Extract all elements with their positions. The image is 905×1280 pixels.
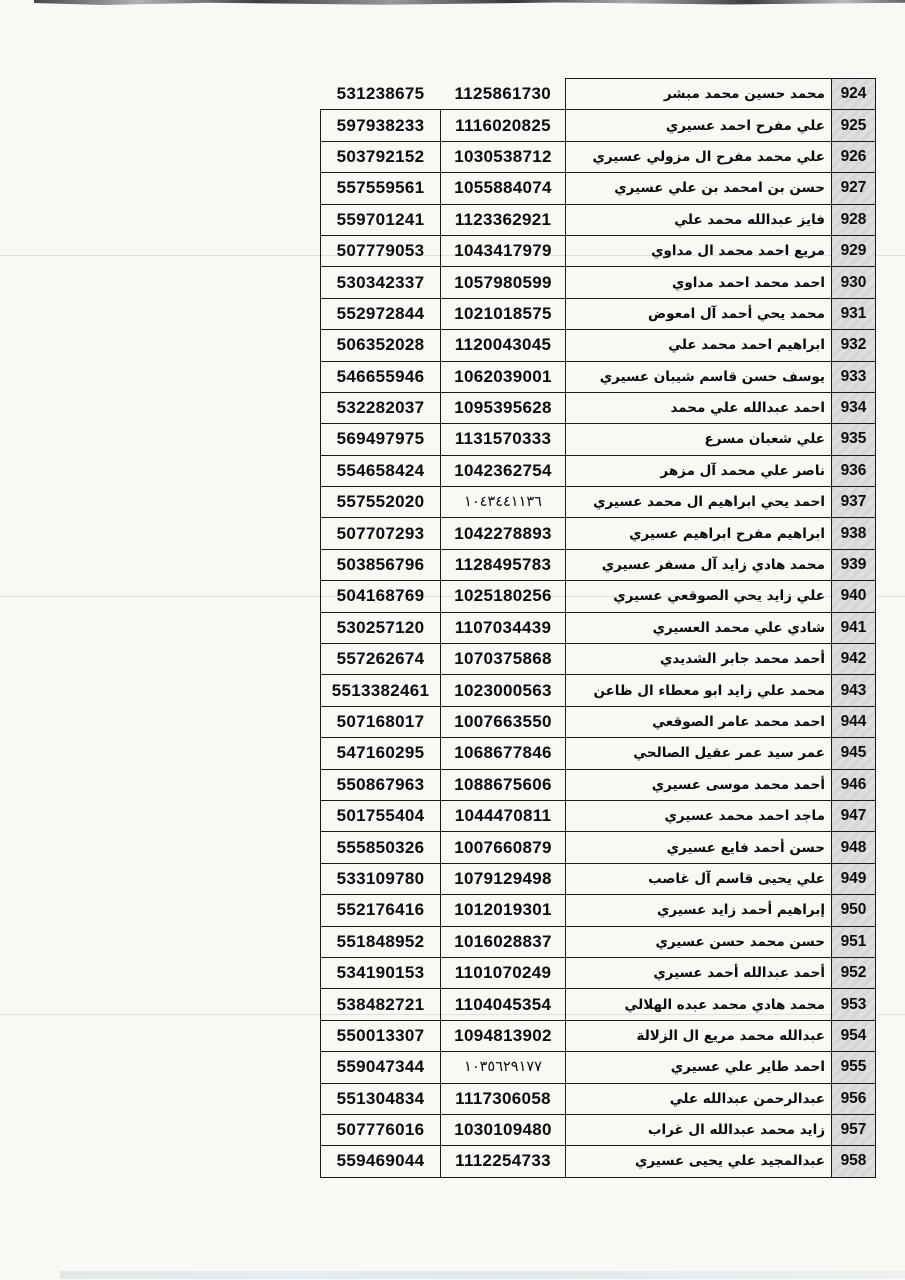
id-cell: 1070375868 [441,644,566,675]
phone-cell: 554658424 [321,455,441,486]
row-number-cell: 950 [832,895,876,926]
id-cell: 1057980599 [441,267,566,298]
phone-cell: 538482721 [321,989,441,1020]
name-cell: عبدالرحمن عبدالله علي [566,1083,832,1114]
row-number-cell: 954 [832,1020,876,1051]
id-cell: 1128495783 [441,549,566,580]
name-cell: محمد حسين محمد مبشر [566,79,832,110]
table-row [321,706,876,737]
row-number-cell: 933 [832,361,876,392]
id-cell: 1044470811 [441,800,566,831]
row-number-cell: 958 [832,1146,876,1177]
row-number-cell: 957 [832,1114,876,1145]
table-row [321,330,876,361]
name-cell: ناصر علي محمد آل مزهر [566,455,832,486]
phone-cell: 503792152 [321,141,441,172]
phone-cell: 507707293 [321,518,441,549]
name-cell: علي زايد يحي الصوقعي عسيري [566,581,832,612]
table-row [321,926,876,957]
roster-table [320,78,876,1178]
name-cell: شادي علي محمد العسيري [566,612,832,643]
row-number-cell: 951 [832,926,876,957]
row-number-cell: 925 [832,110,876,141]
phone-cell: 559469044 [321,1146,441,1177]
name-cell: علي مفرح احمد عسيري [566,110,832,141]
phone-cell: 551848952 [321,926,441,957]
id-cell: 1068677846 [441,738,566,769]
row-number-cell: 938 [832,518,876,549]
table-row [321,832,876,863]
table-row [321,267,876,298]
table-row [321,644,876,675]
id-cell: 1125861730 [441,79,566,110]
name-cell: يوسف حسن قاسم شيبان عسيري [566,361,832,392]
name-cell: زايد محمد عبدالله ال غراب [566,1114,832,1145]
table-row [321,895,876,926]
row-number-cell: 944 [832,706,876,737]
table-row [321,173,876,204]
phone-cell: 546655946 [321,361,441,392]
row-number-cell: 942 [832,644,876,675]
phone-cell: 547160295 [321,738,441,769]
row-number-cell: 943 [832,675,876,706]
table-row [321,235,876,266]
id-cell: 1116020825 [441,110,566,141]
table-row [321,392,876,423]
row-number-cell: 953 [832,989,876,1020]
phone-cell: 532282037 [321,392,441,423]
id-cell: 1088675606 [441,769,566,800]
table-row [321,518,876,549]
table-row [321,1114,876,1145]
table-row [321,110,876,141]
name-cell: ابراهيم احمد محمد علي [566,330,832,361]
name-cell: حسن أحمد فايع عسيري [566,832,832,863]
table-row [321,612,876,643]
phone-cell: 501755404 [321,800,441,831]
row-number-cell: 929 [832,235,876,266]
name-cell: حسن بن امحمد بن علي عسيري [566,173,832,204]
phone-cell: 559047344 [321,1052,441,1083]
table-row [321,204,876,235]
row-number-cell: 941 [832,612,876,643]
id-cell: 1094813902 [441,1020,566,1051]
id-cell: 1131570333 [441,424,566,455]
id-cell: 1123362921 [441,204,566,235]
row-number-cell: 948 [832,832,876,863]
phone-cell: 557552020 [321,487,441,518]
row-number-cell: 934 [832,392,876,423]
name-cell: احمد طاير علي عسيري [566,1052,832,1083]
name-cell: إبراهيم أحمد زايد عسيري [566,895,832,926]
name-cell: احمد عبدالله علي محمد [566,392,832,423]
id-cell: 1079129498 [441,863,566,894]
name-cell: احمد محمد عامر الصوقعي [566,706,832,737]
phone-cell: 507168017 [321,706,441,737]
phone-cell: 550867963 [321,769,441,800]
phone-cell: 506352028 [321,330,441,361]
table-row [321,424,876,455]
phone-cell: 504168769 [321,581,441,612]
name-cell: محمد هادي محمد عبده الهلالي [566,989,832,1020]
name-cell: أحمد محمد جابر الشديدي [566,644,832,675]
row-number-cell: 931 [832,298,876,329]
id-cell: 1043417979 [441,235,566,266]
name-cell: فايز عبدالله محمد علي [566,204,832,235]
name-cell: علي شعبان مسرع [566,424,832,455]
table-row [321,79,876,110]
name-cell: علي محمد مفرح ال مزولي عسيري [566,141,832,172]
table-row [321,957,876,988]
phone-cell: 507776016 [321,1114,441,1145]
table-row [321,675,876,706]
name-cell: عبدالمجيد علي يحيى عسيري [566,1146,832,1177]
row-number-cell: 928 [832,204,876,235]
row-number-cell: 955 [832,1052,876,1083]
row-number-cell: 949 [832,863,876,894]
phone-cell: 530257120 [321,612,441,643]
id-cell: ١٠٣٥٦٢٩١٧٧ [441,1052,566,1083]
phone-cell: 550013307 [321,1020,441,1051]
phone-cell: 552176416 [321,895,441,926]
row-number-cell: 932 [832,330,876,361]
name-cell: محمد علي زايد ابو معطاء ال ظاعن [566,675,832,706]
id-cell: 1012019301 [441,895,566,926]
id-cell: 1007663550 [441,706,566,737]
table-row [321,1146,876,1177]
phone-cell: 559701241 [321,204,441,235]
table-row [321,738,876,769]
id-cell: 1030109480 [441,1114,566,1145]
table-row [321,141,876,172]
phone-cell: 531238675 [321,79,441,110]
row-number-cell: 936 [832,455,876,486]
row-number-cell: 927 [832,173,876,204]
phone-cell: 597938233 [321,110,441,141]
id-cell: 1117306058 [441,1083,566,1114]
id-cell: ١٠٤٣٤٤١١٣٦ [441,487,566,518]
name-cell: احمد يحي ابراهيم ال محمد عسيري [566,487,832,518]
table-row [321,581,876,612]
name-cell: محمد يحي أحمد آل امعوض [566,298,832,329]
name-cell: ابراهيم مفرح ابراهيم عسيري [566,518,832,549]
phone-cell: 555850326 [321,832,441,863]
phone-cell: 534190153 [321,957,441,988]
id-cell: 1101070249 [441,957,566,988]
table-row [321,1020,876,1051]
id-cell: 1062039001 [441,361,566,392]
row-number-cell: 952 [832,957,876,988]
id-cell: 1055884074 [441,173,566,204]
id-cell: 1016028837 [441,926,566,957]
row-number-cell: 940 [832,581,876,612]
roster-table-body [321,79,876,1178]
row-number-cell: 937 [832,487,876,518]
name-cell: مريع احمد محمد ال مداوي [566,235,832,266]
id-cell: 1021018575 [441,298,566,329]
row-number-cell: 946 [832,769,876,800]
id-cell: 1030538712 [441,141,566,172]
id-cell: 1104045354 [441,989,566,1020]
name-cell: علي يحيى قاسم آل غاصب [566,863,832,894]
row-number-cell: 939 [832,549,876,580]
table-row [321,1083,876,1114]
table-row [321,298,876,329]
table-row [321,487,876,518]
name-cell: أحمد محمد موسى عسيري [566,769,832,800]
row-number-cell: 926 [832,141,876,172]
id-cell: 1042278893 [441,518,566,549]
id-cell: 1042362754 [441,455,566,486]
name-cell: ماجد احمد محمد عسيري [566,800,832,831]
phone-cell: 533109780 [321,863,441,894]
id-cell: 1120043045 [441,330,566,361]
name-cell: حسن محمد حسن عسيري [566,926,832,957]
id-cell: 1107034439 [441,612,566,643]
row-number-cell: 924 [832,79,876,110]
phone-cell: 569497975 [321,424,441,455]
table-row [321,989,876,1020]
id-cell: 1025180256 [441,581,566,612]
id-cell: 1095395628 [441,392,566,423]
id-cell: 1112254733 [441,1146,566,1177]
table-row [321,863,876,894]
name-cell: محمد هادي زايد آل مسفر عسيري [566,549,832,580]
scan-edge-top-artifact [34,0,905,5]
table-row [321,361,876,392]
row-number-cell: 930 [832,267,876,298]
id-cell: 1023000563 [441,675,566,706]
phone-cell: 530342337 [321,267,441,298]
phone-cell: 557262674 [321,644,441,675]
name-cell: أحمد عبدالله أحمد عسيري [566,957,832,988]
table-row [321,1052,876,1083]
phone-cell: 552972844 [321,298,441,329]
id-cell: 1007660879 [441,832,566,863]
phone-cell: 557559561 [321,173,441,204]
phone-cell: 507779053 [321,235,441,266]
phone-cell: 551304834 [321,1083,441,1114]
phone-cell: 5513382461 [321,675,441,706]
row-number-cell: 947 [832,800,876,831]
table-row [321,800,876,831]
row-number-cell: 945 [832,738,876,769]
row-number-cell: 956 [832,1083,876,1114]
scan-edge-bottom-artifact [60,1271,905,1279]
name-cell: احمد محمد احمد مداوي [566,267,832,298]
name-cell: عمر سيد عمر عقيل الصالحي [566,738,832,769]
table-row [321,549,876,580]
row-number-cell: 935 [832,424,876,455]
name-cell: عبدالله محمد مريع ال الزلالة [566,1020,832,1051]
table-row [321,769,876,800]
phone-cell: 503856796 [321,549,441,580]
table-row [321,455,876,486]
